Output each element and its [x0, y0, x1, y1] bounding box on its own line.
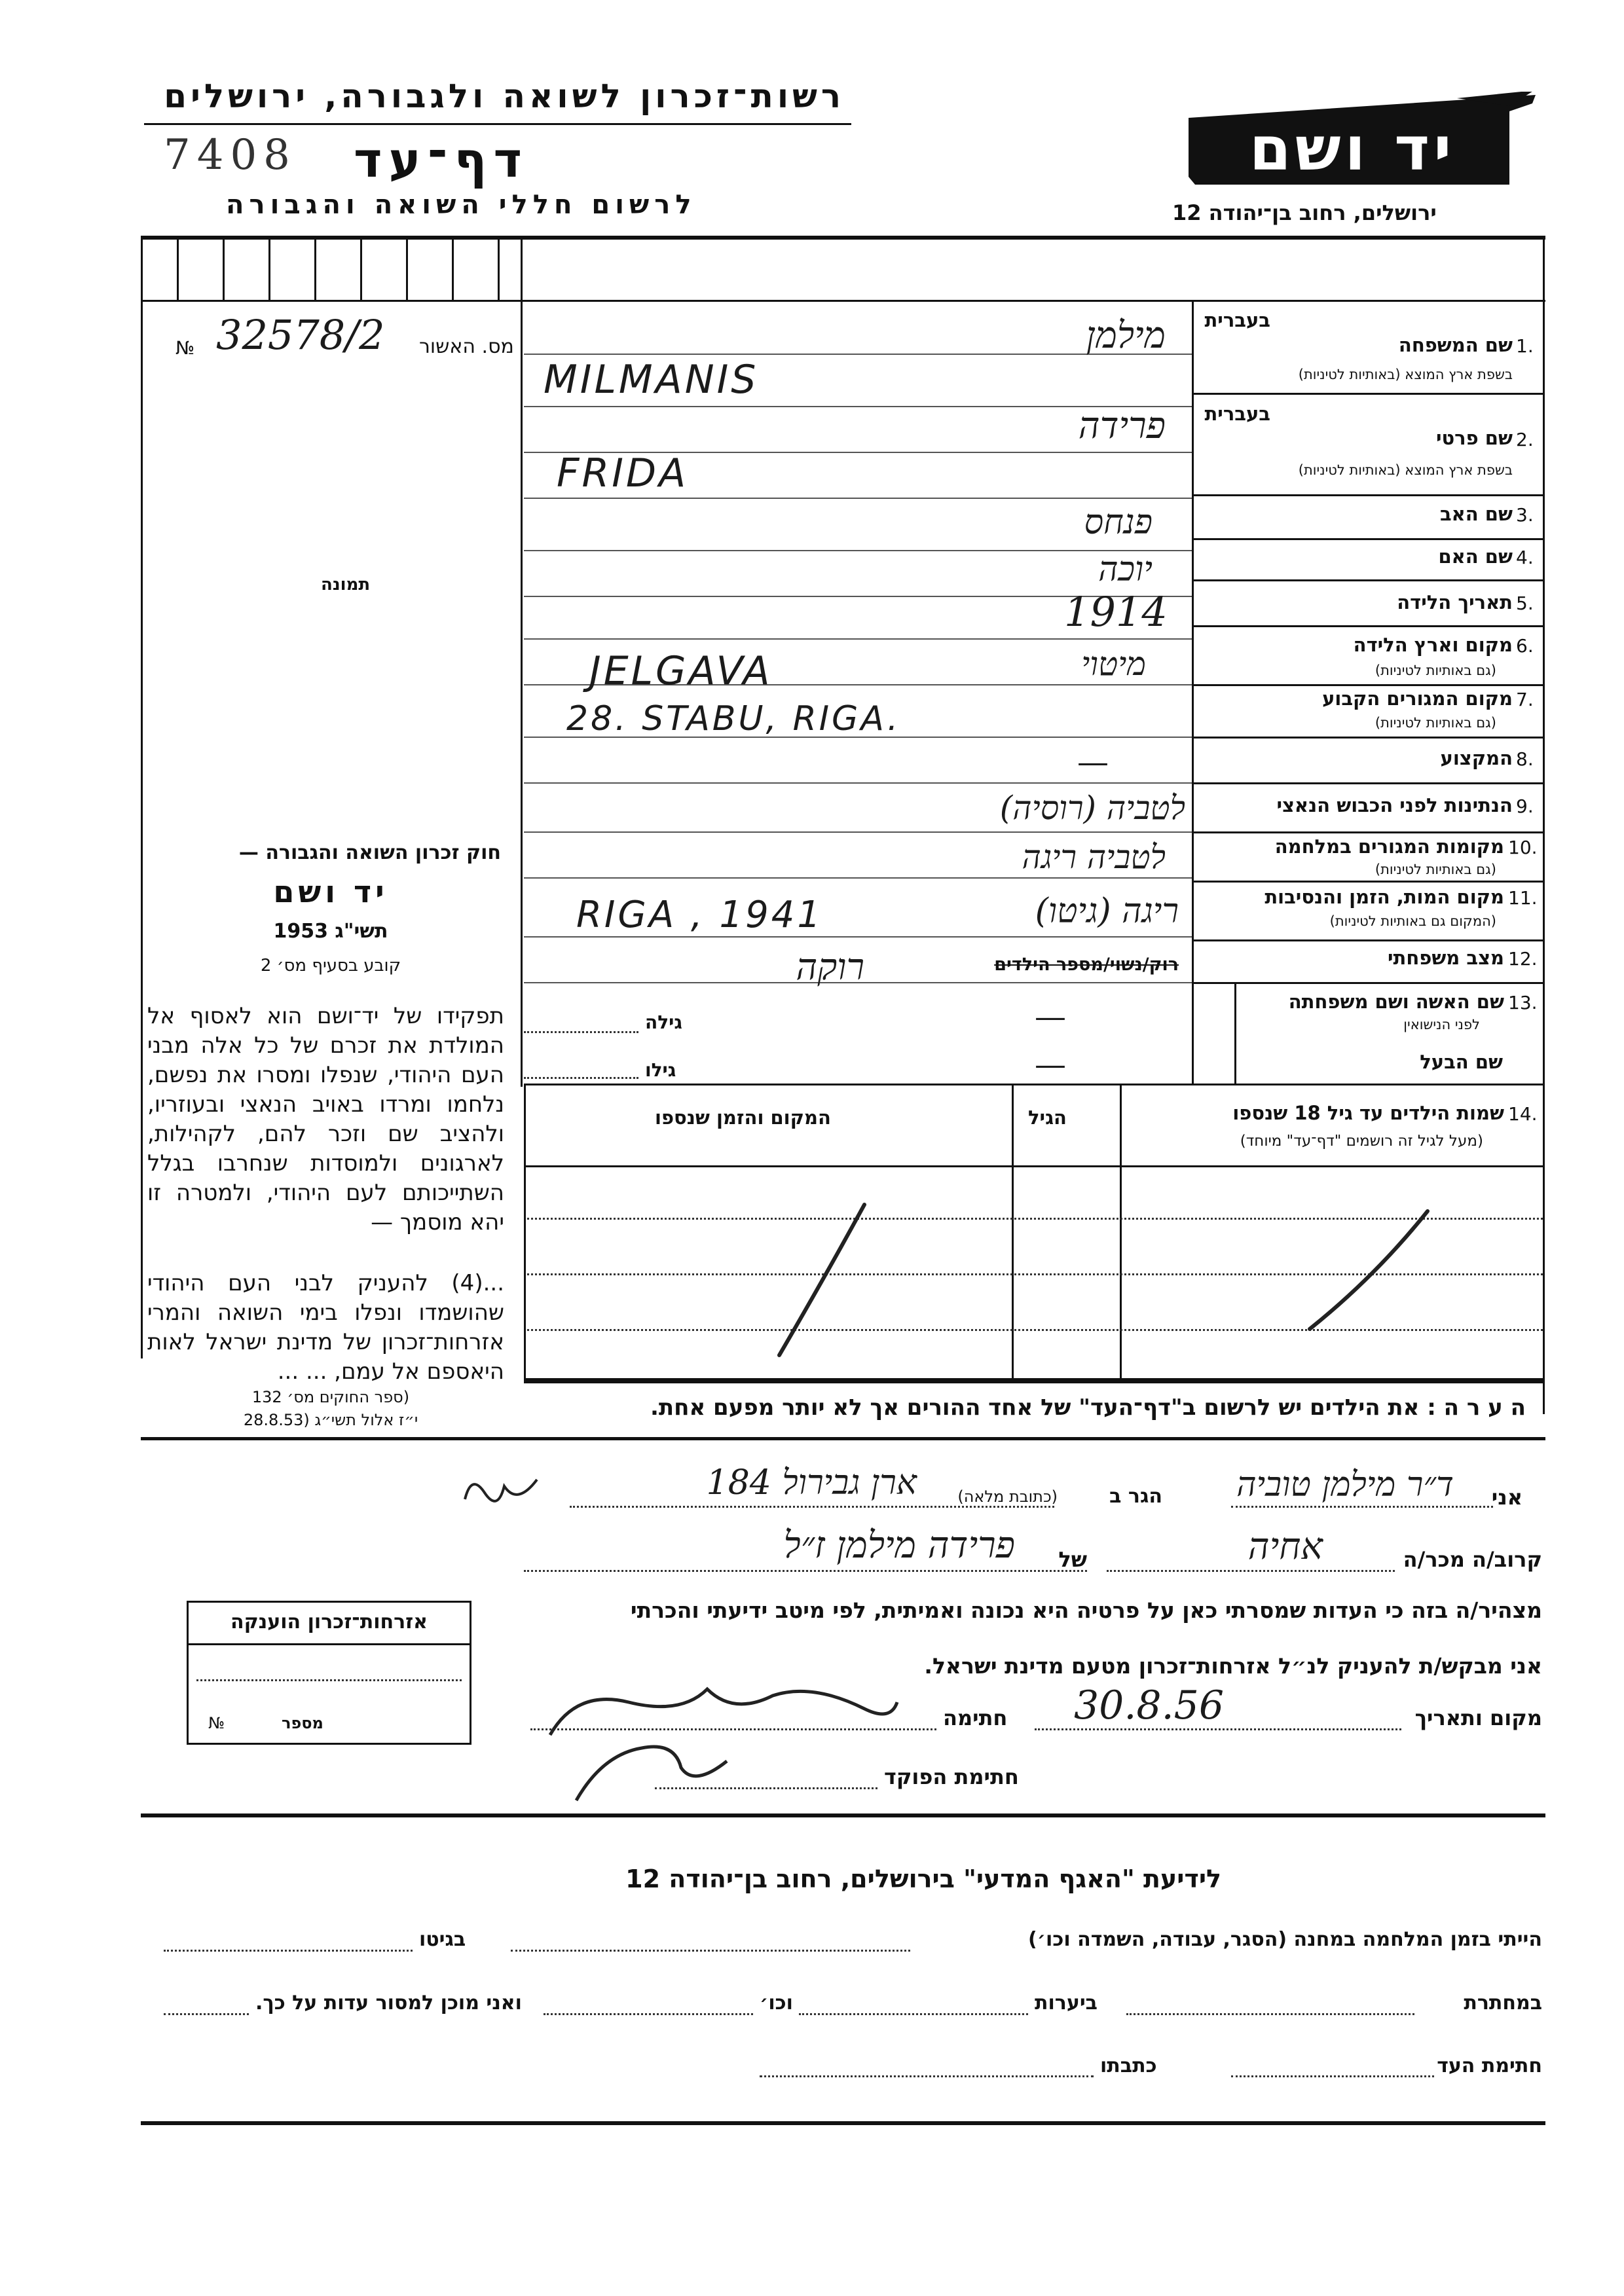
intel-top-border	[141, 1813, 1545, 1817]
field-num-2: 2.	[1516, 429, 1534, 450]
children-header-bottom	[524, 1165, 1543, 1167]
decl-place-date-label: מקום ותאריך	[1414, 1705, 1542, 1730]
top-cell-divider	[406, 236, 408, 301]
value-line	[524, 936, 1192, 938]
children-col-divider	[1120, 1084, 1122, 1378]
children-num: 14.	[1508, 1103, 1538, 1125]
field-num-7: 7.	[1516, 689, 1534, 710]
decl-official-label: חתימת הפוקד	[884, 1764, 1019, 1789]
intel-line2-c: וכו׳	[760, 1992, 793, 2014]
decl-relative-label: קרוב/ה מכר/ה	[1403, 1547, 1542, 1572]
field-num-10: 10.	[1508, 837, 1538, 858]
top-cell-divider	[268, 236, 270, 301]
row-line	[1192, 881, 1543, 883]
row-line	[1192, 982, 1543, 984]
decl-official-dots	[655, 1787, 877, 1789]
row-line	[1192, 831, 1543, 833]
value-lat-first-name: FRIDA	[557, 450, 689, 496]
children-col-age: הגיל	[1028, 1106, 1067, 1129]
intel-line2-dots-3	[544, 2013, 753, 2015]
law-source-2: י״ז אלול תשי״ג (28.8.53	[243, 1411, 418, 1429]
row-line	[1192, 939, 1543, 941]
law-title: חוק זכרון השואה והגבורה —	[238, 841, 501, 864]
field-num-8: 8.	[1516, 748, 1534, 770]
main-right-border	[1543, 236, 1545, 1414]
field-label-12: מצב משפחתי	[1387, 947, 1504, 969]
intel-line2-d: ואני מוכן למסור עדות על כך.	[255, 1992, 522, 2014]
decl-gar-label: הגר ב	[1109, 1485, 1162, 1508]
intel-line3-a: חתימת העד	[1437, 2054, 1542, 2077]
field-label-11: מקום המות, הזמן והנסיבות	[1264, 886, 1504, 908]
children-title: שמות הילדים עד גיל 18 שנספו	[1232, 1102, 1504, 1124]
row-line	[1192, 494, 1543, 496]
handwritten-scribble-icon	[458, 1467, 544, 1512]
decl-addr-value: ארן גבירול 184	[706, 1463, 917, 1503]
law-paragraph-2: ...(4) להעניק לבני העם היהודי שהושמדו ונפלו בימי השואה והמרי אזרחות־זכרון של מדינת ישראל לאות היאספם אל עמם, ... ...	[147, 1270, 504, 1385]
husband-label: שם הבעל	[1420, 1051, 1503, 1073]
field-sub-7: (גם באותיות לטיניות)	[1375, 715, 1496, 731]
decl-of-dots	[524, 1570, 1087, 1572]
value-line	[524, 877, 1192, 879]
reg-no-symbol: №	[175, 337, 195, 359]
value-mother-name: יוכה	[1098, 550, 1153, 589]
field-sub-2: בשפת ארץ המוצא (באותיות לטיניות)	[1298, 462, 1513, 478]
intel-line1-dots	[511, 1950, 910, 1952]
decl-statement-2: אני מבקש/ת להעניק לנ״ל אזרחות־זכרון מטעם מדינת ישראל.	[924, 1653, 1542, 1679]
value-marital-status: רוקה	[796, 946, 864, 989]
value-line	[524, 831, 1192, 833]
decl-name-value: ד״ר מילמן טוביה	[1236, 1465, 1454, 1504]
citizenship-box-line	[196, 1679, 462, 1681]
field-label-1: שם המשפחה	[1398, 334, 1513, 356]
law-year: תשי"ג 1953	[273, 920, 388, 943]
field-label-9: הנתינות לפני הכבוש הנאצי	[1276, 794, 1513, 816]
value-profession: —	[1077, 744, 1109, 780]
header-address: ירושלים, רחוב בן־יהודה 12	[1172, 200, 1437, 225]
label-inner-divider	[1234, 982, 1236, 1084]
decl-name-dots	[1231, 1506, 1493, 1508]
mid-divider	[521, 236, 523, 1087]
citizenship-box-title: אזרחות־זכרון הוענקה	[230, 1611, 428, 1633]
intel-line2-b: ביערות	[1035, 1992, 1098, 2014]
field-sub-1: בשפת ארץ המוצא (באותיות לטיניות)	[1298, 367, 1513, 382]
intel-line2-dots-4	[164, 2013, 249, 2015]
row-line	[1192, 737, 1543, 738]
intel-line1-dots-2	[164, 1950, 413, 1952]
value-husband-name-dash: —	[1035, 1046, 1066, 1083]
value-residence: 28. STABU, RIGA.	[566, 699, 901, 738]
field-num-13: 13.	[1508, 992, 1538, 1013]
field-label-3: שם האב	[1439, 503, 1513, 525]
row-line	[1192, 625, 1543, 627]
intel-line1-a: הייתי בזמן המלחמה במחנה (הסגר, עבודה, השמדה וכו׳)	[1028, 1928, 1542, 1951]
row-line	[1192, 538, 1543, 540]
bottom-border	[141, 2121, 1545, 2125]
decl-relative-value: אחיה	[1247, 1525, 1323, 1568]
top-cell-divider	[360, 236, 362, 301]
decl-addr-dots	[570, 1506, 1054, 1508]
intel-line2-a: במחתרת	[1464, 1992, 1542, 2014]
field-label-6: מקום וארץ הלידה	[1353, 634, 1513, 656]
top-cell-divider	[314, 236, 316, 301]
field-label-2: שם פרטי	[1435, 427, 1513, 449]
decl-addr-hint: (כתובת מלאה)	[957, 1487, 1058, 1506]
field-num-6: 6.	[1516, 635, 1534, 657]
decl-date-value: 30.8.56	[1074, 1683, 1225, 1728]
reg-label: מס. האשור	[419, 335, 514, 358]
left-border	[141, 236, 143, 1358]
strike-mark-icon	[747, 1198, 877, 1368]
value-heb-birth-place: מיטוי	[1081, 645, 1146, 683]
intel-line2-dots-2	[799, 2013, 1028, 2015]
logo-text: יד ושם	[1249, 114, 1456, 184]
field-label-7: מקום המגורים הקבוע	[1322, 687, 1513, 710]
value-spouse-name: —	[1035, 998, 1066, 1035]
label-divider	[1192, 301, 1194, 1084]
children-col-divider	[1012, 1084, 1014, 1378]
reg-number: 32578/2	[216, 311, 385, 359]
value-heb-death-place: ריגה (גיטו)	[1035, 892, 1179, 931]
children-sub: (מעל לגיל זה רושמים "דף־עד" מיוחד)	[1240, 1133, 1483, 1150]
decl-relative-dots	[1107, 1570, 1395, 1572]
value-line	[524, 498, 1192, 499]
top-cells-bottom	[141, 300, 1545, 302]
field-sub-11: (המקום גם באותיות לטיניות)	[1329, 913, 1496, 929]
org-underline	[144, 123, 851, 125]
value-birth-date: 1914	[1064, 588, 1168, 636]
field-label-13: שם האשה ושם משפחתה	[1288, 991, 1504, 1013]
note-text: ה ע ר ה : את הילדים יש לרשום ב"דף־העד" של אחד ההורים אך לא יותר מפעם אחת.	[650, 1394, 1526, 1421]
lang-label-1: בעברית	[1204, 309, 1270, 331]
field-num-5: 5.	[1516, 592, 1534, 614]
top-cell-divider	[223, 236, 225, 301]
children-col-place: המקום והזמן שנספו	[655, 1106, 831, 1129]
field-num-3: 3.	[1516, 504, 1534, 526]
value-wartime-residence: לטביה ריגה	[1022, 838, 1166, 876]
field-num-9: 9.	[1516, 795, 1534, 817]
intel-title: לידיעת "האגף המדעי" בירושלים, רחוב בן־יהודה 12	[625, 1865, 1221, 1893]
field-label-10: מקומות המגורים במלחמה	[1274, 835, 1504, 858]
intel-line3-dots-2	[760, 2075, 1094, 2077]
org-line: רשות־זכרון לשואה ולגבורה, ירושלים	[164, 77, 845, 115]
row-line	[1192, 579, 1543, 581]
strike-mark-icon	[1297, 1205, 1441, 1336]
law-source-1: (ספר החוקים מס׳ 132	[251, 1388, 410, 1406]
husband-age-label: גילו	[645, 1059, 676, 1081]
intel-line2-dots-1	[1126, 2013, 1414, 2015]
top-cell-divider	[498, 236, 500, 301]
wife-age-label: גילה	[645, 1011, 682, 1033]
field-sub-13: לפני הנישואין	[1403, 1017, 1480, 1032]
form-number: 7408	[164, 131, 297, 179]
field-label-4: שם האם	[1438, 545, 1513, 568]
lang-label-2: בעברית	[1204, 403, 1270, 425]
value-line	[524, 638, 1192, 640]
row-line	[1192, 684, 1543, 686]
intel-line3-b: כתבתו	[1100, 2054, 1157, 2077]
note-bottom-border	[141, 1437, 1545, 1440]
law-name: יד ושם	[273, 874, 388, 909]
field-sub-10: (גם באותיות לטיניות)	[1375, 862, 1496, 877]
children-top-border	[524, 1084, 1543, 1085]
value-line	[524, 782, 1192, 784]
row-line	[1192, 782, 1543, 784]
citizenship-number-label: מספר	[282, 1714, 323, 1732]
value-lat-birth-place: JELGAVA	[589, 648, 773, 694]
law-paragraph-1: תפקידו של יד־ושם הוא לאסוף אל המולדת את זכרם של כל אלה מבני העם היהודי, שנפלו ומסרו את נפשם, נלחמו ומרדו באויב הנאצי ובעוזריו, ולהציב שם וזכר להם, לקהילות, לארגונים ולמוסדות שנחרבו בגלל השתייכותם לעם היהודי, ולמטרה זו יהא מוסמך —	[147, 1003, 504, 1235]
field-num-11: 11.	[1508, 887, 1538, 909]
field-num-4: 4.	[1516, 547, 1534, 568]
top-cell-divider	[452, 236, 454, 301]
value-lat-death-place: RIGA , 1941	[576, 894, 824, 936]
value-heb-family-name: מילמן	[1086, 314, 1166, 357]
marital-status-label: רוק/נשוי/מספר הילדים	[994, 955, 1179, 975]
form-title: דף־עד	[354, 132, 528, 189]
husband-age-dots	[524, 1077, 638, 1079]
law-clause: קובע בסעיף מס׳ 2	[260, 956, 401, 975]
value-father-name: פנחס	[1084, 503, 1153, 542]
value-lat-family-name: MILMANIS	[544, 357, 759, 403]
children-left-border	[524, 1084, 526, 1378]
decl-signature-label: חתימה	[943, 1705, 1008, 1730]
intel-line3-dots-1	[1231, 2075, 1434, 2077]
note-top-border	[524, 1380, 1543, 1383]
field-sub-6: (גם באותיות לטיניות)	[1375, 663, 1496, 678]
wife-age-dots	[524, 1031, 638, 1033]
decl-statement-1: מצהיר/ה בזה כי העדות שמסרתי כאן על פרטיה היא נכונה ואמיתית, לפי מיטב ידיעתי והכרתי	[630, 1597, 1542, 1623]
decl-date-dots	[1035, 1728, 1401, 1730]
intel-line1-b: בגיטו	[419, 1928, 466, 1951]
top-cell-divider	[177, 236, 179, 301]
citizenship-box-header-line	[187, 1643, 471, 1645]
top-border	[141, 236, 1545, 240]
field-label-8: המקצוע	[1440, 747, 1513, 769]
photo-label: תמונה	[321, 575, 371, 594]
citizenship-no-symbol: №	[208, 1714, 225, 1732]
row-line	[1192, 393, 1543, 395]
decl-of-label: של	[1058, 1547, 1087, 1572]
value-heb-first-name: פרידה	[1078, 405, 1166, 447]
value-line	[524, 550, 1192, 551]
yad-vashem-logo	[1169, 92, 1539, 190]
value-nationality: לטביה (רוסיה)	[999, 789, 1185, 827]
field-num-1: 1.	[1516, 335, 1534, 357]
field-label-5: תאריך הלידה	[1397, 591, 1513, 613]
decl-ani: אני	[1491, 1485, 1522, 1510]
field-num-12: 12.	[1508, 948, 1538, 970]
decl-of-value: פרידה מילמן ז״ל	[783, 1524, 1015, 1567]
form-subtitle: לרשום חללי השואה והגבורה	[226, 190, 697, 220]
